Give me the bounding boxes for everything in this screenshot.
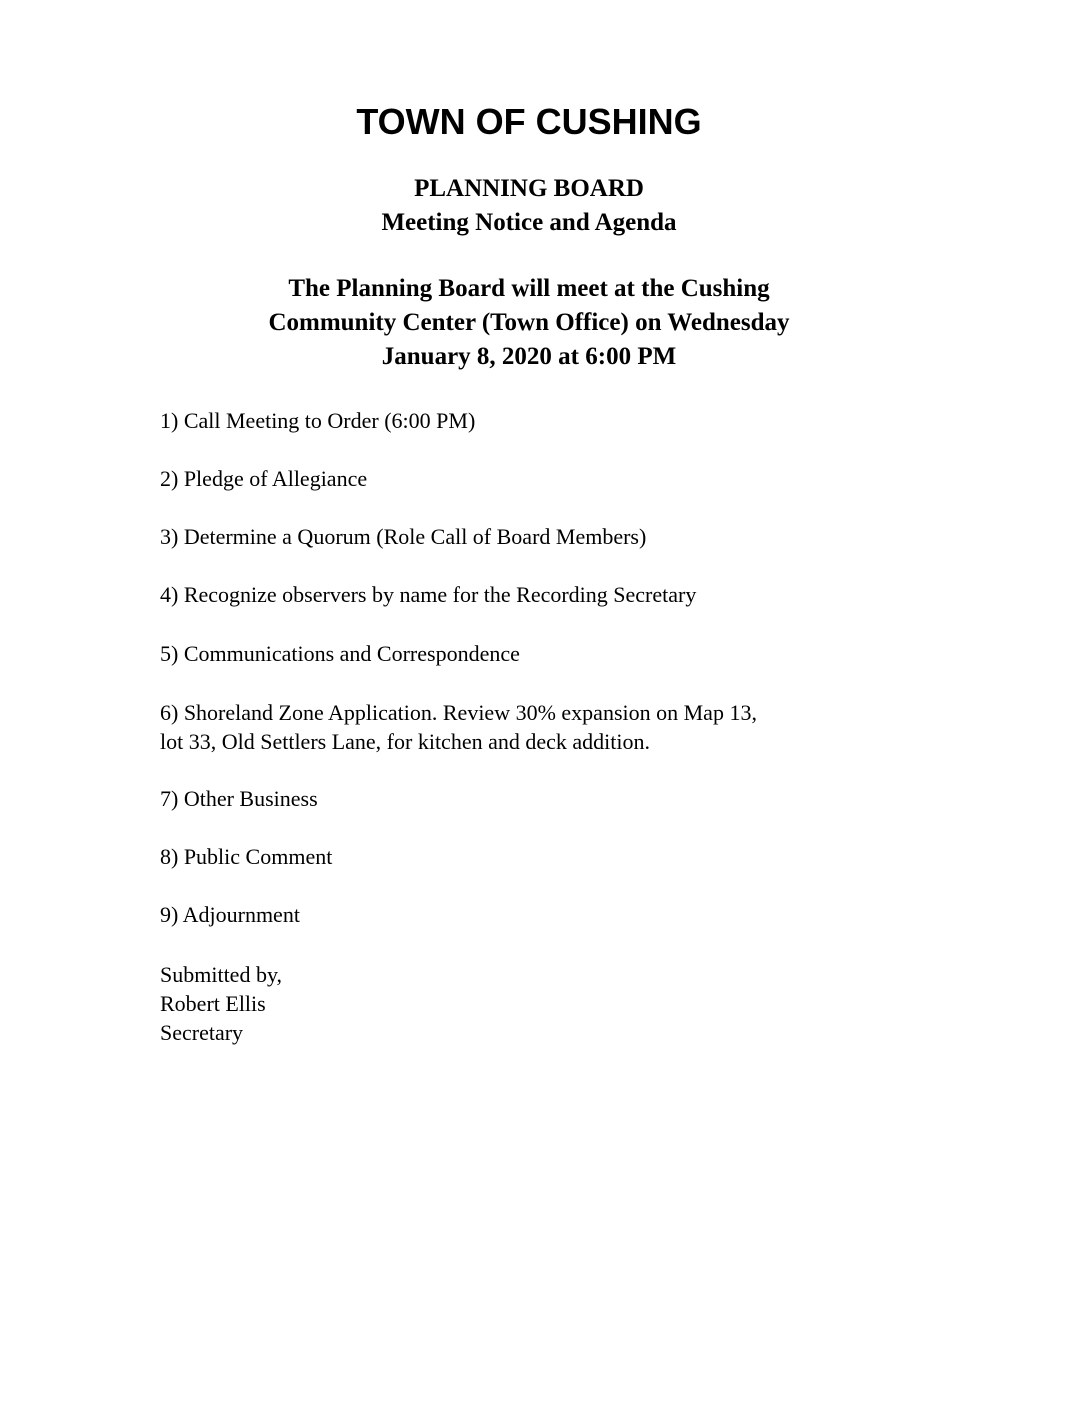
agenda-item-pledge: 2) Pledge of Allegiance bbox=[160, 466, 368, 491]
agenda-item-quorum: 3) Determine a Quorum (Role Call of Board Members) bbox=[160, 524, 647, 549]
agenda-item-public-comment: 8) Public Comment bbox=[160, 844, 333, 869]
agenda-item-shoreland-application: 6) Shoreland Zone Application. Review 30% expansion on Map 13, bbox=[160, 700, 757, 725]
meeting-notice bbox=[0, 272, 1058, 374]
agenda-item-adjournment: 9) Adjournment bbox=[160, 902, 300, 927]
agenda-subtitle: Meeting Notice and Agenda bbox=[381, 209, 677, 236]
meeting-notice-line: January 8, 2020 at 6:00 PM bbox=[381, 343, 677, 370]
signature-block bbox=[160, 960, 282, 1047]
agenda-item-shoreland-application-continued: lot 33, Old Settlers Lane, for kitchen and deck addition. bbox=[160, 729, 650, 754]
signer-name: Robert Ellis bbox=[160, 991, 266, 1016]
board-name: PLANNING BOARD bbox=[414, 175, 644, 202]
board-heading bbox=[0, 172, 1058, 240]
signer-role: Secretary bbox=[160, 1020, 244, 1045]
submitted-by-label: Submitted by, bbox=[160, 962, 283, 987]
agenda-item-other-business: 7) Other Business bbox=[160, 786, 318, 811]
document-title: TOWN OF CUSHING bbox=[356, 101, 702, 142]
agenda-item-communications: 5) Communications and Correspondence bbox=[160, 641, 520, 666]
agenda-item-observers: 4) Recognize observers by name for the Recording Secretary bbox=[160, 582, 697, 607]
agenda-item-call-to-order: 1) Call Meeting to Order (6:00 PM) bbox=[160, 408, 476, 433]
meeting-notice-line: Community Center (Town Office) on Wednesday bbox=[268, 309, 790, 336]
meeting-notice-line: The Planning Board will meet at the Cushing bbox=[288, 275, 770, 302]
